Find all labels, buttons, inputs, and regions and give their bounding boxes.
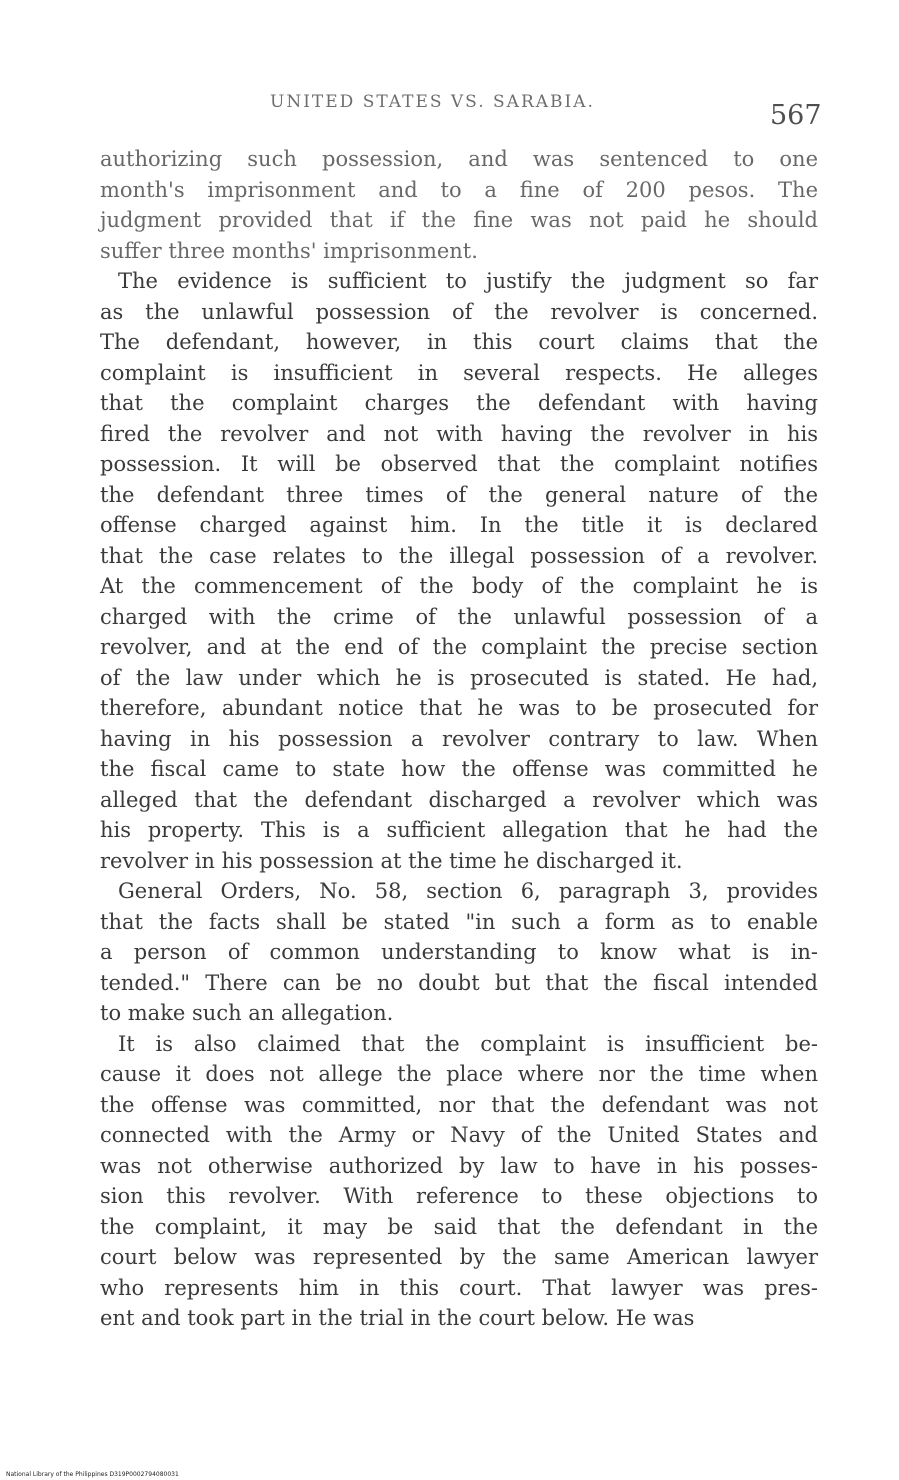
page-number: 567 (770, 100, 822, 131)
paragraph-4 (100, 1029, 818, 1334)
text-line: revolver in his possession at the time he discharged it. (100, 848, 683, 873)
text-line: The defendant, however, in this court claims that the (100, 330, 818, 354)
paragraph-3 (100, 876, 818, 1029)
text-line: court below was represented by the same American lawyer (100, 1245, 818, 1269)
text-line: suffer three months' imprisonment. (100, 238, 478, 263)
text-line: therefore, abundant notice that he was to be prosecuted for (100, 696, 818, 720)
text-line: his property. This is a sufficient allegation that he had the (100, 818, 818, 842)
text-line: having in his possession a revolver contrary to law. When (100, 726, 818, 751)
text-line: fired the revolver and not with having the revolver in his (100, 421, 818, 446)
running-title: UNITED STATES VS. SARABIA. (270, 92, 595, 112)
text-line: of the law under which he is prosecuted is stated. He had, (100, 665, 818, 690)
text-line: charged with the crime of the unlawful possession of a (100, 604, 818, 629)
text-line: possession. It will be observed that the complaint notifies (100, 452, 818, 476)
text-line: judgment provided that if the fine was not paid he should (100, 208, 818, 232)
text-line: who represents him in this court. That lawyer was pres- (100, 1275, 818, 1300)
text-line: It is also claimed that the complaint is insufficient be- (118, 1031, 818, 1056)
text-line: that the complaint charges the defendant with having (100, 391, 818, 415)
text-line: complaint is insufficient in several respects. He alleges (100, 360, 818, 385)
text-line: the complaint, it may be said that the defendant in the (100, 1214, 818, 1239)
text-line: connected with the Army or Navy of the United States and (100, 1123, 818, 1147)
text-line: that the facts shall be stated "in such a form as to enable (100, 909, 818, 934)
text-line: the fiscal came to state how the offense was committed he (100, 757, 818, 781)
text-line: to make such an allegation. (100, 1001, 394, 1025)
text-line: alleged that the defendant discharged a revolver which was (100, 787, 818, 812)
text-line: cause it does not allege the place where nor the time when (100, 1062, 818, 1086)
text-line: a person of common understanding to know what is in- (100, 940, 818, 964)
text-line: offense charged against him. In the title it is declared (100, 513, 818, 537)
body-text (100, 144, 818, 1334)
scan-footer: National Library of the Philippines D319P0002794080031 (6, 1471, 179, 1478)
paragraph-1 (100, 144, 818, 266)
text-line: that the case relates to the illegal possession of a revolver. (100, 543, 818, 568)
text-line: authorizing such possession, and was sentenced to one (100, 147, 818, 171)
text-line: the offense was committed, nor that the defendant was not (100, 1092, 818, 1117)
text-line: as the unlawful possession of the revolver is concerned. (100, 299, 818, 324)
text-line: ent and took part in the trial in the court below. He was (100, 1306, 695, 1330)
text-line: tended." There can be no doubt but that the fiscal intended (100, 970, 818, 995)
text-line: The evidence is sufficient to justify the judgment so far (118, 269, 818, 293)
text-line: General Orders, No. 58, section 6, paragraph 3, provides (118, 879, 818, 903)
text-line: month's imprisonment and to a fine of 200 pesos. The (100, 177, 818, 202)
text-line: the defendant three times of the general nature of the (100, 482, 818, 507)
text-line: At the commencement of the body of the complaint he is (100, 574, 818, 598)
text-line: was not otherwise authorized by law to have in his posses- (100, 1153, 818, 1178)
paragraph-2 (100, 266, 818, 876)
text-line: revolver, and at the end of the complaint the precise section (100, 635, 818, 659)
text-line: sion this revolver. With reference to these objections to (100, 1184, 818, 1208)
